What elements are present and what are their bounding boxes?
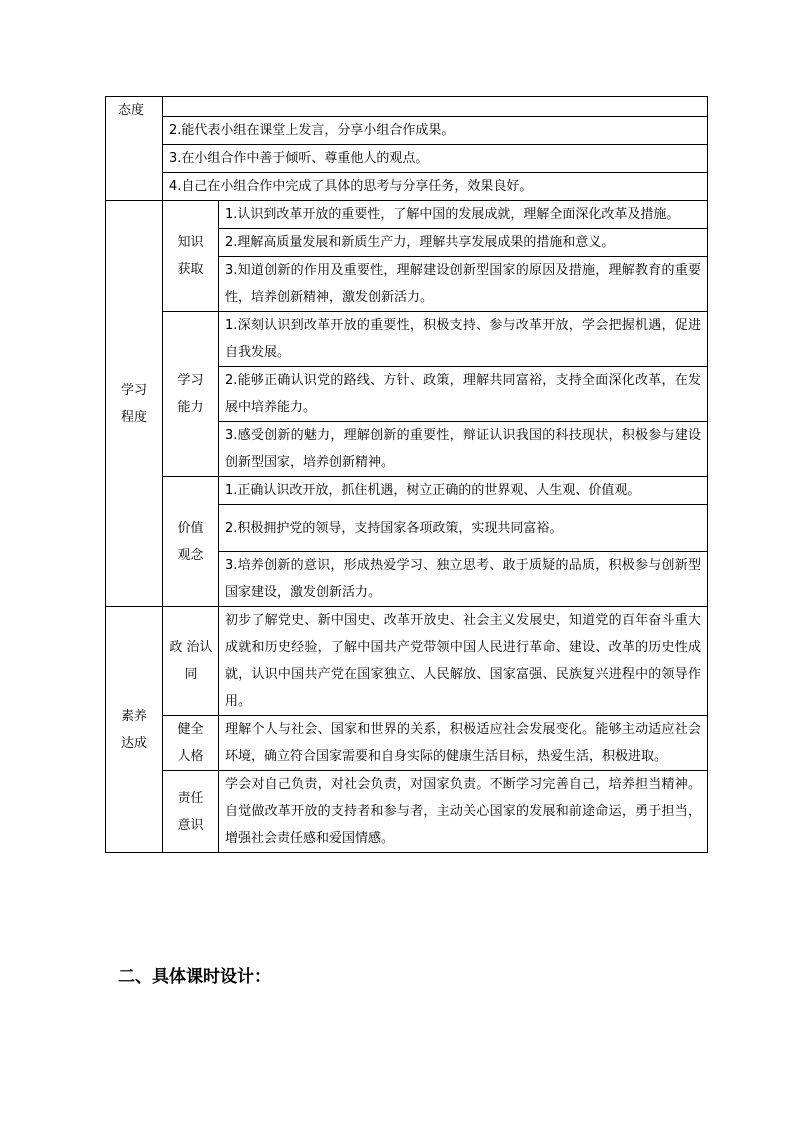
table-row bbox=[106, 607, 708, 716]
political-identity-text: 初步了解党史、新中国史、改革开放史、社会主义发展史，知道党的百年奋斗重大成就和历史经验，了解中国共产党带领中国人民进行革命、建设、改革的历史性成就，认识中国共产党在国家独立、人民解放、国家富强、民族复兴进程中的领导作用。 bbox=[219, 607, 708, 716]
values-item-1: 1.正确认识改开放，抓住机遇，树立正确的的世界观、人生观、价值观。 bbox=[219, 477, 708, 505]
evaluation-table bbox=[105, 96, 708, 853]
table-row bbox=[106, 771, 708, 853]
subcategory-responsibility: 责任意识 bbox=[163, 771, 219, 853]
ability-item-1: 1.深刻认识到改革开放的重要性，积极支持、参与改革开放，学会把握机遇，促进自我发展。 bbox=[219, 312, 708, 367]
attitude-item-2: 2.能代表小组在课堂上发言，分享小组合作成果。 bbox=[163, 117, 708, 145]
table-row bbox=[106, 716, 708, 771]
section-heading: 二、具体课时设计： bbox=[118, 967, 271, 987]
ability-item-2: 2.能够正确认识党的路线、方针、政策，理解共同富裕，支持全面深化改革，在发展中培养能力。 bbox=[219, 367, 708, 422]
table-row bbox=[106, 97, 708, 117]
attitude-item-4: 4.自己在小组合作中完成了具体的思考与分享任务，效果良好。 bbox=[163, 173, 708, 201]
knowledge-item-1: 1.认识到改革开放的重要性，了解中国的发展成就，理解全面深化改革及措施。 bbox=[219, 201, 708, 229]
attitude-item-3: 3.在小组合作中善于倾听、尊重他人的观点。 bbox=[163, 145, 708, 173]
attitude-item-1 bbox=[163, 97, 708, 117]
values-item-2: 2.积极拥护党的领导，支持国家各项政策，实现共同富裕。 bbox=[219, 505, 708, 552]
knowledge-item-2: 2.理解高质量发展和新质生产力，理解共享发展成果的措施和意义。 bbox=[219, 229, 708, 257]
table-row bbox=[106, 201, 708, 229]
category-learning: 学习程度 bbox=[106, 201, 163, 607]
category-literacy: 素养达成 bbox=[106, 607, 163, 853]
table-row bbox=[106, 173, 708, 201]
table-row bbox=[106, 117, 708, 145]
responsibility-text: 学会对自己负责，对社会负责，对国家负责。不断学习完善自己，培养担当精神。自觉做改革开放的支持者和参与者，主动关心国家的发展和前途命运，勇于担当，增强社会责任感和爱国情感。 bbox=[219, 771, 708, 853]
sound-personality-text: 理解个人与社会、国家和世界的关系，积极适应社会发展变化。能够主动适应社会环境，确立符合国家需要和自身实际的健康生活目标，热爱生活，积极进取。 bbox=[219, 716, 708, 771]
subcategory-political-identity: 政 治认同 bbox=[163, 607, 219, 716]
knowledge-item-3: 3.知道创新的作用及重要性，理解建设创新型国家的原因及措施，理解教育的重要性，培养创新精神，激发创新活力。 bbox=[219, 257, 708, 312]
table-row bbox=[106, 312, 708, 367]
subcategory-values: 价值观念 bbox=[163, 477, 219, 607]
subcategory-knowledge: 知识获取 bbox=[163, 201, 219, 312]
ability-item-3: 3.感受创新的魅力，理解创新的重要性，辩证认识我国的科技现状，积极参与建设创新型国家，培养创新精神。 bbox=[219, 422, 708, 477]
category-attitude: 态度 bbox=[106, 97, 163, 201]
subcategory-sound-personality: 健全人格 bbox=[163, 716, 219, 771]
subcategory-ability: 学习能力 bbox=[163, 312, 219, 477]
table-row bbox=[106, 477, 708, 505]
values-item-3: 3.培养创新的意识，形成热爱学习、独立思考、敢于质疑的品质，积极参与创新型国家建设，激发创新活力。 bbox=[219, 552, 708, 607]
table-row bbox=[106, 145, 708, 173]
